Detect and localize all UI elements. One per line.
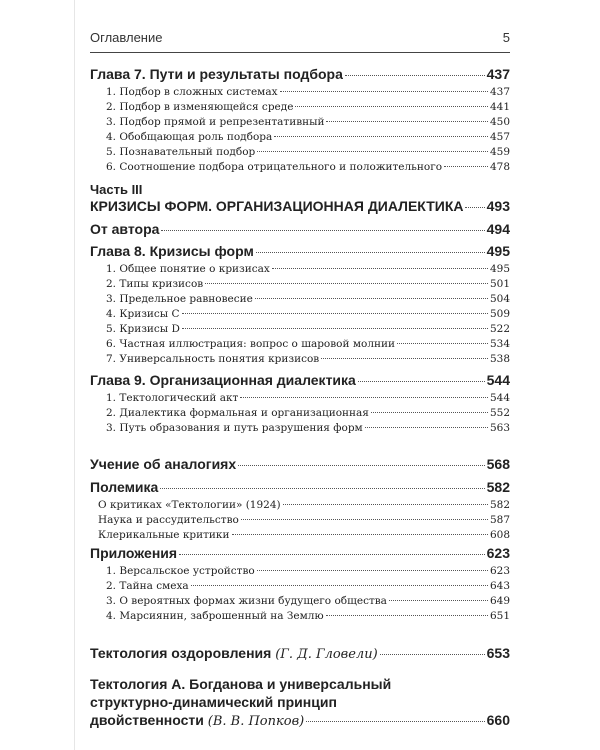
leader-dots <box>256 252 485 253</box>
leader-dots <box>295 106 488 107</box>
subentry-page: 623 <box>489 565 510 577</box>
leader-dots <box>182 313 488 314</box>
subentry-page: 552 <box>489 407 510 419</box>
entry-page: 568 <box>486 456 510 472</box>
subentry-title: 7. Универсальность понятия кризисов <box>106 353 320 365</box>
running-header <box>90 30 510 50</box>
subentry-title: 5. Познавательный подбор <box>106 146 256 158</box>
entry-page: 623 <box>486 545 510 561</box>
toc-subentry[interactable] <box>90 565 510 579</box>
entry-title-line3-text: двойственности <box>90 712 204 728</box>
subentry-title: 2. Диалектика формальная и организационная <box>106 407 369 419</box>
entry-author: (Г. Д. Гловели) <box>275 647 378 662</box>
entry-page: 495 <box>486 243 510 259</box>
toc-subentry[interactable] <box>90 353 510 367</box>
entry-title: Полемика <box>90 479 159 495</box>
entry-title: От автора <box>90 221 160 237</box>
subentry-title: 1. Общее понятие о кризисах <box>106 263 270 275</box>
subentry-title: 3. О вероятных формах жизни будущего общества <box>106 595 387 607</box>
leader-dots <box>191 585 488 586</box>
leader-dots <box>326 121 487 122</box>
entry-page: 437 <box>486 66 510 82</box>
toc-subentry[interactable] <box>90 116 510 130</box>
toc-entry-polemics[interactable] <box>90 479 510 497</box>
toc-subentry[interactable] <box>90 131 510 145</box>
leader-dots <box>371 412 488 413</box>
toc-subentry[interactable] <box>90 101 510 115</box>
toc-subentry[interactable] <box>90 499 510 513</box>
toc-entry-analogies[interactable] <box>90 456 510 474</box>
entry-title: КРИЗИСЫ ФОРМ. ОРГАНИЗАЦИОННАЯ ДИАЛЕКТИКА <box>90 198 464 214</box>
subentry-page: 501 <box>489 278 510 290</box>
subentry-title: О критиках «Тектологии» (1924) <box>98 499 281 511</box>
entry-page: 582 <box>486 479 510 495</box>
toc-entry-chapter9[interactable] <box>90 372 510 390</box>
leader-dots <box>345 75 485 76</box>
subentry-page: 504 <box>489 293 510 305</box>
entry-title <box>90 645 378 662</box>
toc-subentry[interactable] <box>90 278 510 292</box>
leader-dots <box>205 283 488 284</box>
subentry-title: 4. Марсиянин, заброшенный на Землю <box>106 610 324 622</box>
header-title: Оглавление <box>90 30 163 45</box>
leader-dots <box>444 166 488 167</box>
leader-dots <box>232 534 488 535</box>
toc-subentry[interactable] <box>90 392 510 406</box>
subentry-page: 459 <box>489 146 510 158</box>
subentry-page: 441 <box>489 101 510 113</box>
subentry-page: 587 <box>489 514 510 526</box>
toc-subentry[interactable] <box>90 338 510 352</box>
entry-title-line1: Тектология А. Богданова и универсальный <box>90 676 392 692</box>
subentry-title: 4. Кризисы С <box>106 308 180 320</box>
toc-subentry[interactable] <box>90 529 510 543</box>
subentry-page: 450 <box>489 116 510 128</box>
subentry-page: 478 <box>489 161 510 173</box>
header-rule <box>90 52 510 53</box>
leader-dots <box>272 268 488 269</box>
leader-dots <box>238 465 485 466</box>
entry-title-line3 <box>90 711 510 731</box>
leader-dots <box>160 488 484 489</box>
leader-dots <box>365 427 488 428</box>
entry-page: 653 <box>486 645 510 661</box>
subentry-title: 1. Подбор в сложных системах <box>106 86 278 98</box>
toc-subentry[interactable] <box>90 422 510 436</box>
leader-dots <box>179 554 485 555</box>
subentry-title: Клерикальные критики <box>98 529 230 541</box>
entry-page: 544 <box>486 372 510 388</box>
subentry-title: 5. Кризисы D <box>106 323 180 335</box>
leader-dots <box>257 151 488 152</box>
leader-dots <box>321 358 488 359</box>
toc-entry-appendices[interactable] <box>90 545 510 563</box>
entry-title: Глава 9. Организационная диалектика <box>90 372 356 388</box>
subentry-page: 582 <box>489 499 510 511</box>
leader-dots <box>380 654 485 655</box>
subentry-title: 2. Типы кризисов <box>106 278 204 290</box>
entry-title-line2: структурно-динамический принцип <box>90 694 337 710</box>
subentry-page: 509 <box>489 308 510 320</box>
entry-page: 493 <box>486 198 510 214</box>
subentry-title: 2. Тайна смеха <box>106 580 189 592</box>
toc-subentry[interactable] <box>90 86 510 100</box>
subentry-page: 544 <box>489 392 510 404</box>
toc-subentry[interactable] <box>90 514 510 528</box>
subentry-page: 643 <box>489 580 510 592</box>
leader-dots <box>241 519 488 520</box>
toc-subentry[interactable] <box>90 146 510 160</box>
entry-author: (В. В. Попков) <box>207 714 305 729</box>
toc-subentry[interactable] <box>90 595 510 609</box>
leader-dots <box>389 600 488 601</box>
toc-subentry[interactable] <box>90 610 510 624</box>
entry-title: Глава 7. Пути и результаты подбора <box>90 66 343 82</box>
leader-dots <box>326 615 488 616</box>
header-page-number: 5 <box>502 30 510 45</box>
toc-subentry[interactable] <box>90 323 510 337</box>
leader-dots <box>257 570 488 571</box>
subentry-page: 437 <box>489 86 510 98</box>
subentry-title: 4. Обобщающая роль подбора <box>106 131 273 143</box>
entry-page: 660 <box>486 712 510 728</box>
subentry-page: 608 <box>489 529 510 541</box>
binding-edge <box>74 0 75 750</box>
subentry-title: 6. Соотношение подбора отрицательного и положительного <box>106 161 443 173</box>
entry-title-text: Тектология оздоровления <box>90 645 272 661</box>
toc-entry-part3[interactable] <box>90 198 510 216</box>
toc-entry-health[interactable] <box>90 645 510 663</box>
toc-entry-chapter7[interactable] <box>90 66 510 84</box>
leader-dots <box>283 504 488 505</box>
subentry-page: 649 <box>489 595 510 607</box>
subentry-title: 1. Версальское устройство <box>106 565 255 577</box>
leader-dots <box>182 328 488 329</box>
subentry-title: 6. Частная иллюстрация: вопрос о шаровой молнии <box>106 338 395 350</box>
leader-dots <box>255 298 488 299</box>
subentry-title: 3. Предельное равновесие <box>106 293 253 305</box>
subentry-page: 651 <box>489 610 510 622</box>
toc-subentry[interactable] <box>90 293 510 307</box>
subentry-page: 457 <box>489 131 510 143</box>
toc-entry-chapter8[interactable] <box>90 243 510 261</box>
toc-entry-from-author[interactable] <box>90 221 510 239</box>
subentry-title: Наука и рассудительство <box>98 514 239 526</box>
toc-subentry[interactable] <box>90 161 510 175</box>
subentry-page: 495 <box>489 263 510 275</box>
leader-dots <box>240 397 488 398</box>
subentry-page: 534 <box>489 338 510 350</box>
subentry-title: 3. Путь образования и путь разрушения форм <box>106 422 363 434</box>
subentry-page: 522 <box>489 323 510 335</box>
leader-dots <box>161 230 484 231</box>
toc-entry-bogdanov[interactable] <box>90 675 510 731</box>
leader-dots <box>397 343 488 344</box>
entry-title: Глава 8. Кризисы форм <box>90 243 254 259</box>
subentry-title: 1. Тектологический акт <box>106 392 239 404</box>
entry-title: Учение об аналогиях <box>90 456 237 472</box>
leader-dots <box>306 721 484 722</box>
toc-subentry[interactable] <box>90 263 510 277</box>
entry-page: 494 <box>486 221 510 237</box>
leader-dots <box>280 91 488 92</box>
entry-title: Приложения <box>90 545 178 561</box>
toc-subentry[interactable] <box>90 308 510 322</box>
subentry-page: 538 <box>489 353 510 365</box>
part-label: Часть III <box>90 182 143 197</box>
toc-subentry[interactable] <box>90 407 510 421</box>
leader-dots <box>274 136 488 137</box>
leader-dots <box>358 381 485 382</box>
subentry-title: 2. Подбор в изменяющейся среде <box>106 101 294 113</box>
leader-dots <box>465 207 484 208</box>
toc-subentry[interactable] <box>90 580 510 594</box>
subentry-page: 563 <box>489 422 510 434</box>
subentry-title: 3. Подбор прямой и репрезентативный <box>106 116 325 128</box>
